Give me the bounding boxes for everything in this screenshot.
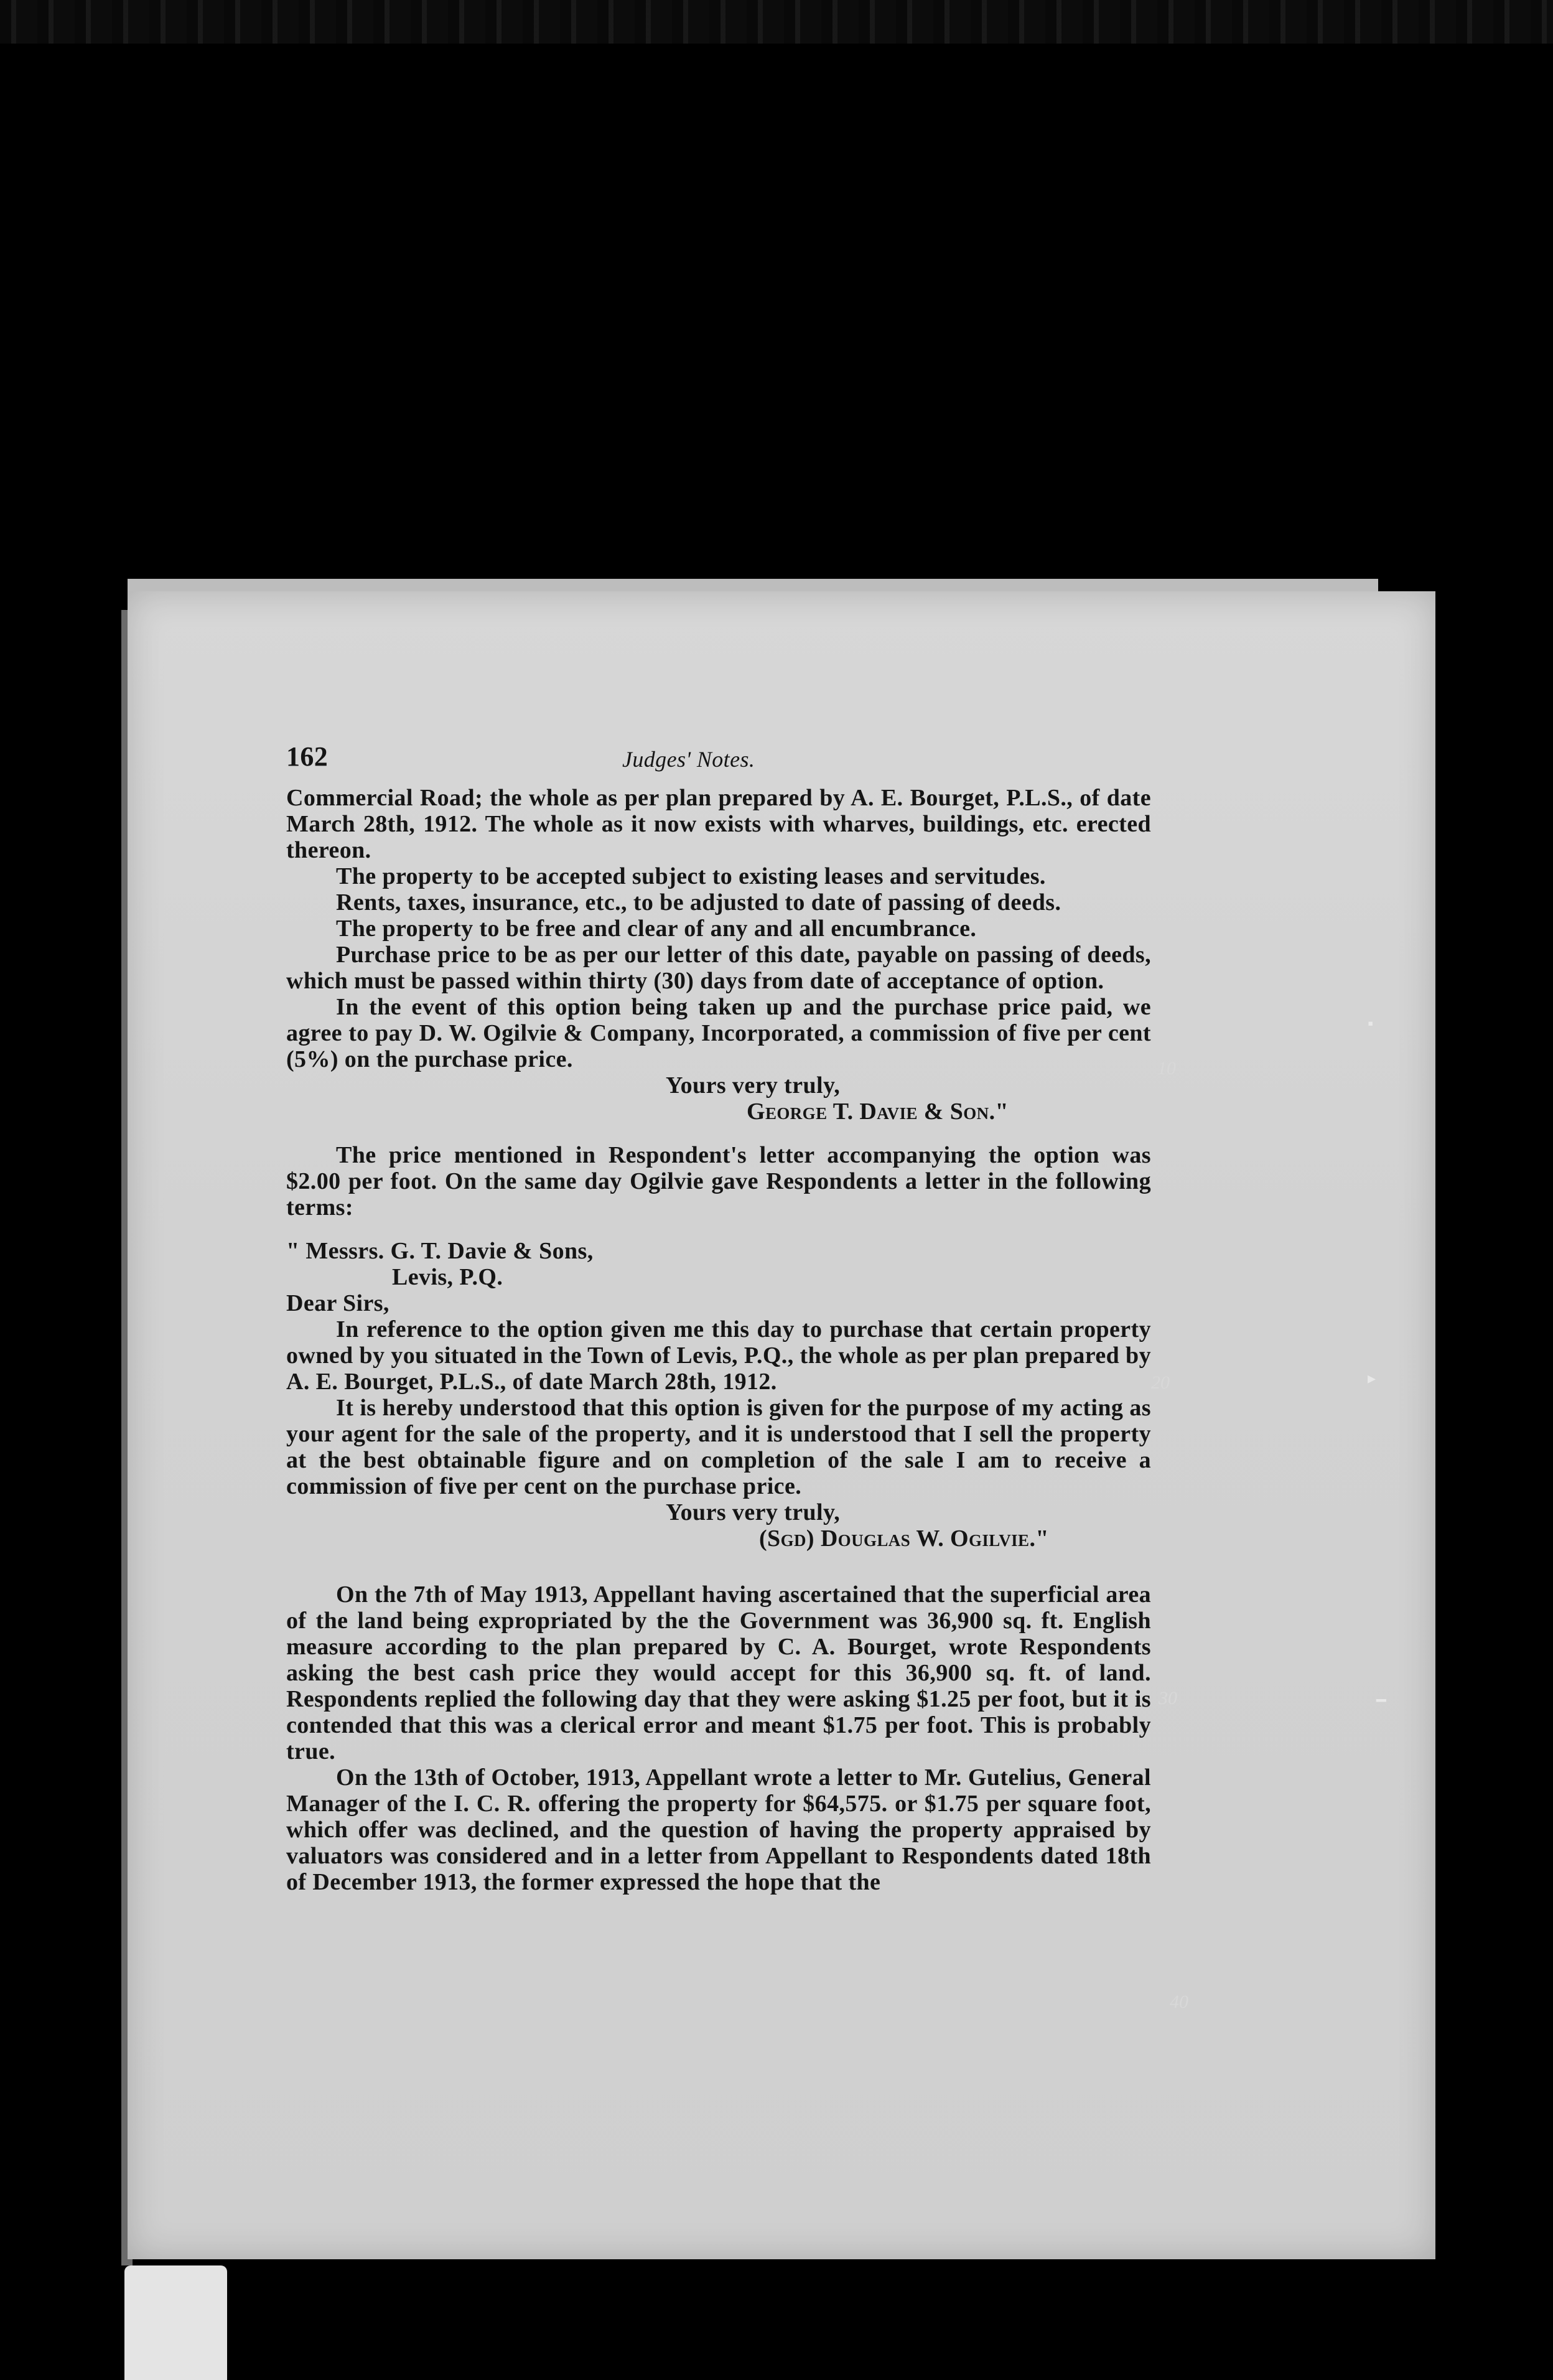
- film-edge: [0, 0, 1553, 44]
- salutation: Dear Sirs,: [286, 1290, 389, 1316]
- running-head: Judges' Notes.: [622, 747, 755, 772]
- letter-closing: Yours very truly,: [666, 1499, 841, 1525]
- page-header: [286, 741, 1151, 781]
- paper-slip: [124, 2265, 227, 2380]
- scan-mark: ▪: [1368, 1014, 1374, 1033]
- letter-closing: Yours very truly,: [666, 1072, 841, 1099]
- scan-mark: ▸: [1368, 1369, 1376, 1387]
- scan-mark: ━: [1376, 1692, 1386, 1710]
- line-number: 40: [1170, 1992, 1188, 2012]
- paragraph: In reference to the option given me this day to purchase that certain property owned by you situated in the Town of Levis, P.Q., the whole as per plan prepared by A. E. Bourget, P.L.S., of date March 28th, 1912.: [286, 1316, 1151, 1395]
- line-number: 20: [1151, 1372, 1170, 1393]
- paragraph: The price mentioned in Respondent's letter accompanying the option was $2.00 per foot. On the same day Ogilvie gave Respondents a letter in the following terms:: [286, 1142, 1151, 1220]
- paragraph: The property to be free and clear of any and all encumbrance.: [336, 916, 977, 942]
- line-number: 30: [1159, 1688, 1177, 1708]
- paragraph: Purchase price to be as per our letter of this date, payable on passing of deeds, which must be passed within thirty (30) days from date of acceptance of option.: [286, 942, 1151, 994]
- paragraph: On the 13th of October, 1913, Appellant wrote a letter to Mr. Gutelius, General Manager of the I. C. R. offering the property for $64,575. or $1.75 per square foot, which offer was declined, and the question of having the property appraised by valuators was considered and in a letter from Appellant to Respondents dated 18th of December 1913, the former expressed the hope that the: [286, 1764, 1151, 1895]
- line-number: 10: [1157, 1058, 1176, 1079]
- spacer: [286, 1125, 1151, 1142]
- page-text: [286, 741, 1151, 1895]
- address-line: " Messrs. G. T. Davie & Sons,: [286, 1238, 594, 1264]
- paragraph: On the 7th of May 1913, Appellant having ascertained that the superficial area of the land being expropriated by the the Government was 36,900 sq. ft. English measure according to the plan prepared by C. A. Bourget, wrote Respondents asking the best cash price they would accept for this 36,900 sq. ft. of land. Respondents replied the following day that they were asking $1.25 per foot, but it is contended that this was a clerical error and meant $1.75 per foot. This is probably true.: [286, 1581, 1151, 1764]
- spacer: [286, 1552, 1151, 1581]
- spacer: [286, 1220, 1151, 1238]
- paragraph: Commercial Road; the whole as per plan prepared by A. E. Bourget, P.L.S., of date March 28th, 1912. The whole as it now exists with wharves, buildings, etc. erected thereon.: [286, 785, 1151, 863]
- letter-signature: George T. Davie & Son.": [747, 1099, 1009, 1125]
- paragraph: In the event of this option being taken up and the purchase price paid, we agree to pay D. W. Ogilvie & Company, Incorporated, a commission of five per cent (5%) on the purchase price.: [286, 994, 1151, 1072]
- page-number: 162: [286, 741, 329, 772]
- paragraph: It is hereby understood that this option is given for the purpose of my acting as your agent for the sale of the property, and it is understood that I sell the property at the best obtainable figure and on completion of the sale I am to receive a commission of five per cent on the purchase price.: [286, 1395, 1151, 1499]
- address-line: Levis, P.Q.: [392, 1264, 503, 1290]
- letter-signature: (Sgd) Douglas W. Ogilvie.": [759, 1525, 1049, 1552]
- paragraph: Rents, taxes, insurance, etc., to be adjusted to date of passing of deeds.: [336, 889, 1061, 916]
- paragraph: The property to be accepted subject to existing leases and servitudes.: [336, 863, 1046, 889]
